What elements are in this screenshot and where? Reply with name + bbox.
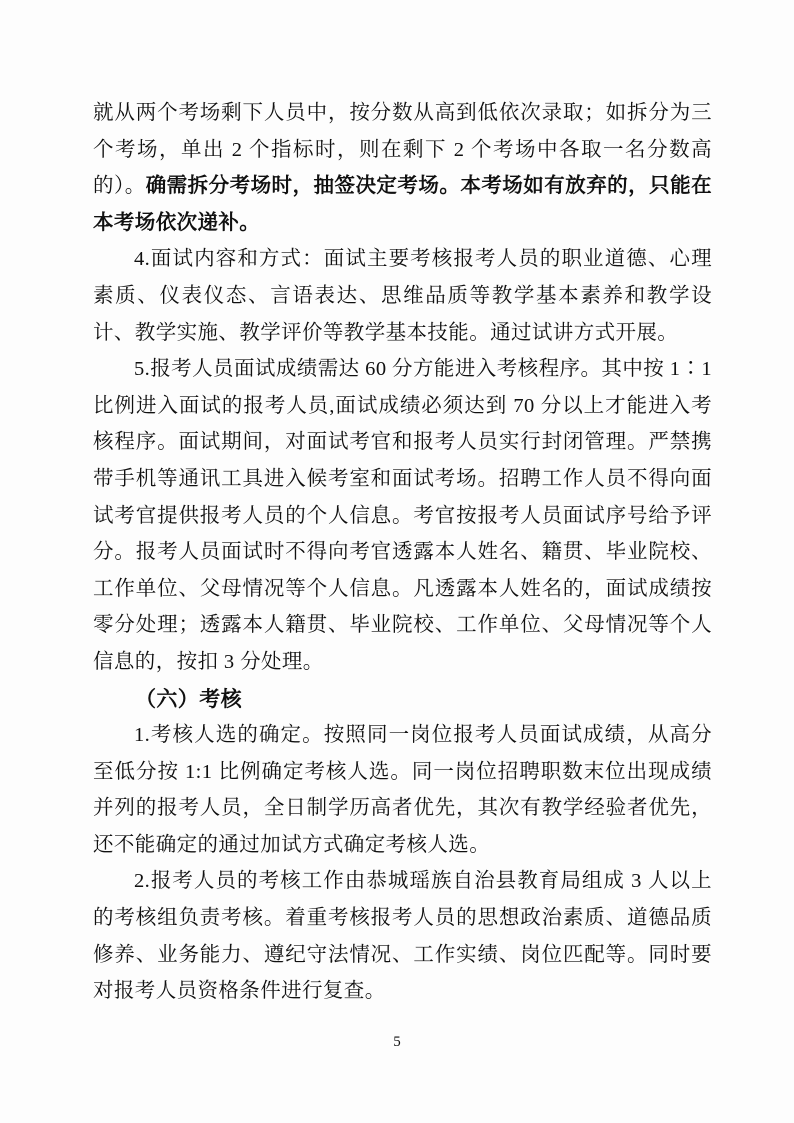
page-footer [0,1033,794,1051]
page-number: 5 [393,1034,401,1050]
section-heading-assessment: （六）考核 [135,686,242,711]
exam-room-rule-normal-text: 就从两个考场剩下人员中，按分数从高到低依次录取；如拆分为三个考场，单出 2 个指标时，则在剩下 2 个考场中各取一名分数高的）。 [93,102,712,198]
exam-room-rule-bold-text: 确需拆分考场时，抽签决定考场。本考场如有放弃的，只能在本考场依次递补。 [93,175,712,234]
paragraph-assessment-workgroup: 2.报考人员的考核工作由恭城瑶族自治县教育局组成 3 人以上的考核组负责考核。着重考核报考人员的思想政治素质、道德品质修养、业务能力、遵纪守法情况、工作实绩、岗位匹配等。同时要对报考人员资格条件进行复查。 [93,870,712,1003]
paragraph-assessment-candidate-selection: 1.考核人选的确定。按照同一岗位报考人员面试成绩，从高分至低分按 1:1 比例确定考核人选。同一岗位招聘职数末位出现成绩并列的报考人员，全日制学历高者优先，其次有教学经验者优先，还不能确定的通过加试方式确定考核人选。 [93,724,712,856]
paragraph-interview-score-rules: 5.报考人员面试成绩需达 60 分方能进入考核程序。其中按 1∶1 比例进入面试的报考人员,面试成绩必须达到 70 分以上才能进入考核程序。面试期间，对面试考官和报考人员实行封闭管理。严禁携带手机等通讯工具进入候考室和面试考场。招聘工作人员不得向面试考官提供报考人员的个人信息。考官按报考人员面试序号给予评分。报考人员面试时不得向考官透露本人姓名、籍贯、毕业院校、工作单位、父母情况等个人信息。凡透露本人姓名的，面试成绩按零分处理；透露本人籍贯、毕业院校、工作单位、父母情况等个人信息的，按扣 3 分处理。 [93,358,712,673]
paragraph-interview-content-method: 4.面试内容和方式：面试主要考核报考人员的职业道德、心理素质、仪表仪态、言语表达、思维品质等教学基本素养和教学设计、教学实施、教学评价等教学基本技能。通过试讲方式开展。 [93,248,712,344]
paragraph-exam-room-rule [93,95,712,241]
document-body [93,95,712,1010]
